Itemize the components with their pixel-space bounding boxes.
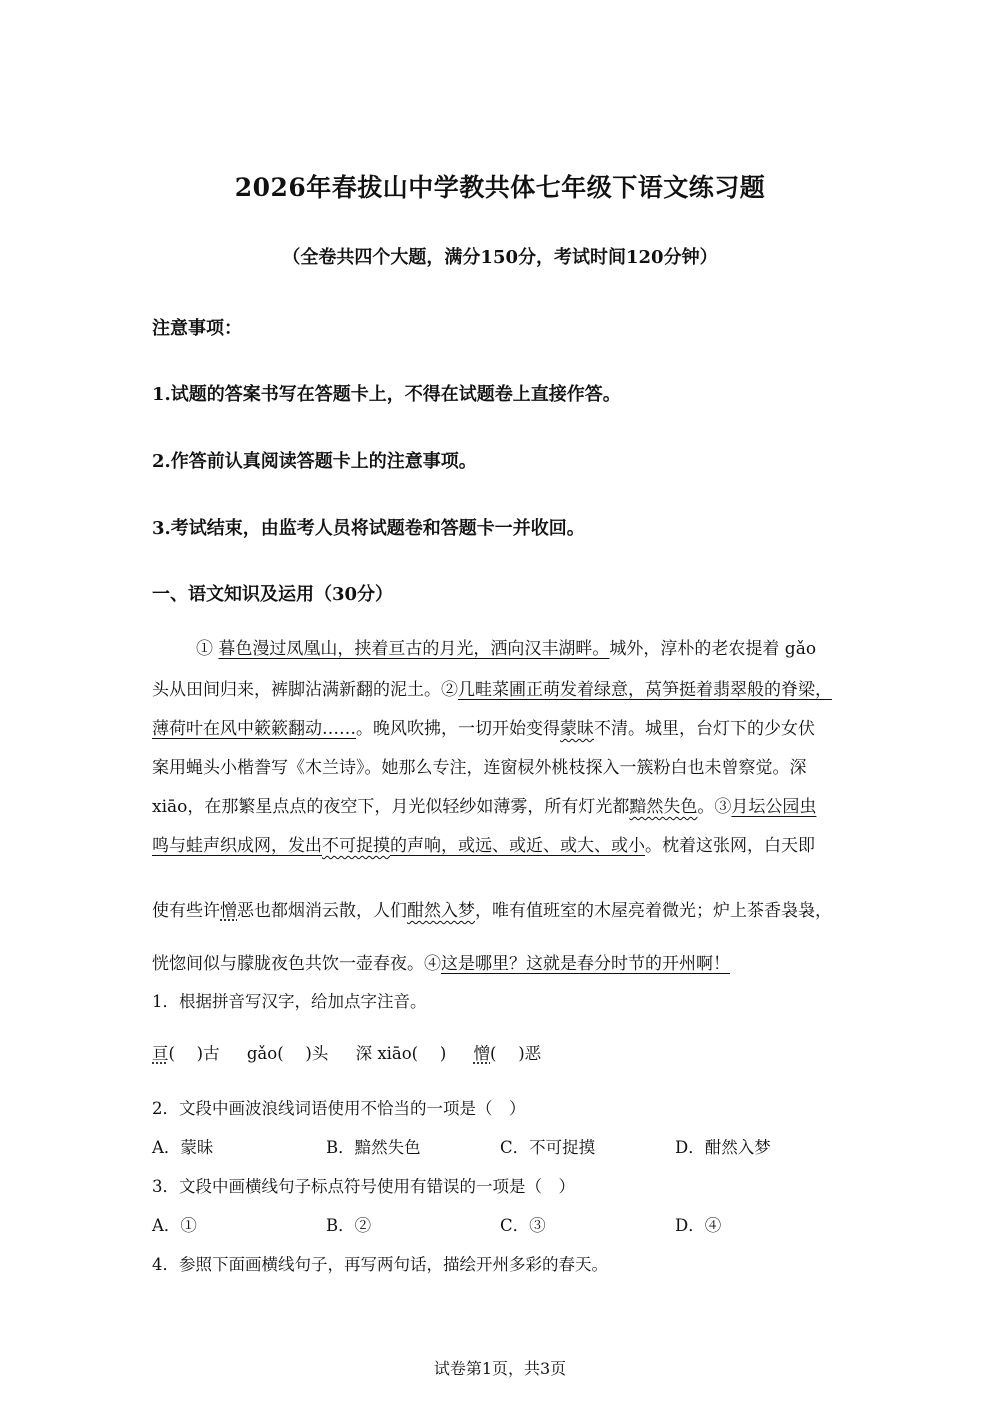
passage-line-4: 案用蝇头小楷誊写《木兰诗》。她那么专注，连窗棂外桃枝探入一簇粉白也未曾察觉。深 [152,758,807,778]
wavy-word-1: 蒙昧 [560,719,594,739]
passage-line-7: 使有些许憎恶也都烟消云散，人们酣然入梦，唯有值班室的木屋亮着微光；炉上茶香袅袅， [152,901,832,921]
passage-line-1: ① 暮色漫过凤凰山，挟着亘古的月光，洒向汉丰湖畔。城外，淳朴的老农提着 gǎo [196,639,817,659]
question-1-stem: 1．根据拼音写汉字，给加点字注音。 [152,992,427,1011]
q2-option-c: C．不可捉摸 [500,1138,596,1157]
question-2-stem: 2．文段中画波浪线词语使用不恰当的一项是（ ） [152,1099,526,1118]
underlined-sentence-2-cont: 薄荷叶在风中簌簌翻动…… [152,719,356,739]
q3-option-a: A．① [152,1216,197,1235]
notice-item-2: 2.作答前认真阅读答题卡上的注意事项。 [152,451,477,472]
section-1-heading: 一、语文知识及运用（30分） [152,584,394,605]
wavy-word-3: 不可捉摸 [322,836,390,856]
question-4-stem: 4．参照下面画横线句子，再写两句话，描绘开州多彩的春天。 [152,1255,608,1274]
q3-option-c: C．③ [500,1216,546,1235]
dotted-char-zeng: 憎 [220,901,237,921]
q1-item-1: 亘( )古 [152,1044,220,1063]
exam-subtitle: （全卷共四个大题，满分150分，考试时间120分钟） [282,247,718,268]
passage-line-2: 头从田间归来，裤脚沾满新翻的泥土。②几畦菜圃正萌发着绿意，莴笋挺着翡翠般的脊梁， [152,680,832,700]
passage-line-3: 薄荷叶在风中簌簌翻动……。晚风吹拂，一切开始变得蒙昧不清。城里，台灯下的少女伏 [152,719,815,739]
underlined-sentence-3: 月坛公园虫 [731,797,817,817]
q3-option-b: B．② [326,1216,372,1235]
passage-line-8: 恍惚间似与朦胧夜色共饮一壶春夜。④这是哪里？这就是春分时节的开州啊！ [152,954,730,974]
underlined-sentence-4: 这是哪里？这就是春分时节的开州啊！ [441,954,730,974]
question-1-items [152,1040,563,1064]
page-footer: 试卷第1页，共3页 [433,1359,567,1378]
notice-heading: 注意事项： [152,318,242,339]
q3-option-d: D．④ [675,1216,722,1235]
q2-option-d: D．酣然入梦 [675,1138,771,1157]
underlined-sentence-2: 几畦菜圃正萌发着绿意，莴笋挺着翡翠般的脊梁， [458,680,832,700]
notice-item-1: 1.试题的答案书写在答题卡上，不得在试题卷上直接作答。 [152,384,621,405]
q1-item-3: 深 xiāo( ) [355,1044,447,1063]
q1-item-4: 憎( )恶 [473,1044,542,1063]
wavy-word-2: 黯然失色 [629,797,698,817]
question-3-stem: 3．文段中画横线句子标点符号使用有错误的一项是（ ） [152,1177,575,1196]
passage-line-6: 鸣与蛙声织成网，发出不可捉摸的声响，或远、或近、或大、或小。枕着这张网，白天即 [152,836,815,856]
underlined-sentence-1: 暮色漫过凤凰山，挟着亘古的月光，洒向汉丰湖畔。 [218,639,610,659]
q2-option-a: A．蒙昧 [152,1138,214,1157]
page-title: 2026年春拔山中学教共体七年级下语文练习题 [234,173,766,202]
wavy-word-4: 酣然入梦 [407,901,475,921]
q1-item-2: gǎo( )头 [246,1044,329,1063]
passage-line-5: xiāo，在那繁星点点的夜空下，月光似轻纱如薄雾，所有灯光都黯然失色。③月坛公园虫 [152,797,817,817]
q2-option-b: B．黯然失色 [326,1138,421,1157]
notice-item-3: 3.考试结束，由监考人员将试题卷和答题卡一并收回。 [152,518,585,539]
